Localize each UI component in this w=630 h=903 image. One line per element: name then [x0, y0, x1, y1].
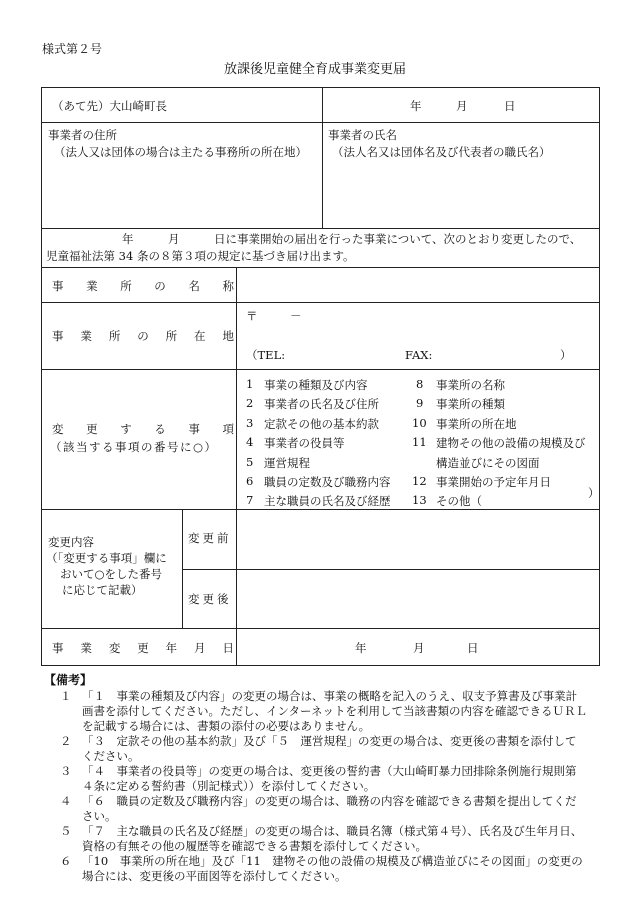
- change-after-label: 変更後: [188, 592, 232, 606]
- fax-label: FAX:: [405, 348, 433, 362]
- change-item-text: 建物その他の設備の規模及び: [436, 436, 586, 451]
- operator-address-label: 事業者の住所: [48, 128, 117, 142]
- postal-dash: －: [290, 309, 302, 323]
- note-line: 画書を添付してください。ただし、インターネットを利用して当該書類の内容を確認できるＵＲＬ: [82, 704, 587, 718]
- change-item-text: 事業開始の予定年月日: [436, 475, 551, 489]
- date-month-label: 月: [456, 99, 468, 113]
- form-number: 様式第２号: [42, 42, 103, 56]
- note-body: [82, 764, 590, 794]
- notes-heading: 【備考】: [44, 673, 93, 687]
- change-item-number: 2: [246, 396, 254, 411]
- note-body: [82, 689, 590, 734]
- change-notification-form: [41, 87, 600, 666]
- change-item-text: 職員の定数及び職務内容: [264, 475, 391, 489]
- statement-line1: 日に事業開始の届出を行った事業について、次のとおり変更したので、: [214, 232, 582, 246]
- note-number: ５: [60, 824, 72, 838]
- location-close-paren: ）: [560, 348, 572, 362]
- change-item-number: 12: [412, 474, 427, 488]
- note-line: を記載する場合には、書類の添付の必要はありません。: [82, 719, 371, 733]
- note-number: ６: [60, 854, 72, 868]
- change-item-text: 事業所の種類: [436, 397, 505, 412]
- change-item-text: 運営規程: [264, 455, 310, 470]
- change-item-number: 10: [412, 415, 427, 430]
- form-title: 放課後児童健全育成事業変更届: [223, 62, 406, 77]
- change-item-number: 4: [246, 435, 254, 450]
- note-body: [82, 854, 590, 884]
- office-name-label: 事 業 所 の 名 称: [52, 279, 234, 293]
- change-item-number: 6: [246, 474, 254, 488]
- change-item-text: 事業の種類及び内容: [264, 378, 368, 392]
- note-item: [60, 689, 590, 734]
- note-line: 「１ 事業の種類及び内容」の変更の場合は、事業の概略を記入のうえ、収支予算書及び事業計: [82, 689, 578, 703]
- office-location-label: 事 業 所 の 所 在 地: [52, 329, 234, 343]
- change-item-text: 定款その他の基本約款: [264, 416, 379, 431]
- change-item-text: 事業者の氏名及び住所: [264, 397, 379, 412]
- note-line: さい。: [82, 809, 117, 823]
- change-content-sub1: （「変更する事項」欄に: [46, 551, 167, 565]
- postal-mark: 〒: [246, 309, 258, 323]
- note-line: 「４ 事業者の役員等」の変更の場合は、変更後の誓約書（大山崎町暴力団排除条例施行規則第: [82, 764, 577, 778]
- note-line: ４条に定める誓約書（別記様式））を添付してください。: [82, 779, 376, 793]
- change-item-number: 7: [246, 493, 254, 508]
- note-item: [60, 794, 590, 824]
- note-body: [82, 794, 590, 824]
- note-item: [60, 764, 590, 794]
- change-items-label: 変 更 す る 事 項: [52, 422, 234, 436]
- operator-name-label: 事業者の氏名: [328, 128, 397, 142]
- change-content-sub2: おいて○をした番号: [60, 567, 163, 581]
- change-date-label: 事 業 変 更 年 月 日: [52, 641, 234, 655]
- note-body: [82, 824, 590, 854]
- note-line: 「10 事業所の所在地」及び「11 建物その他の設備の規模及び構造並びにその図面」の変更の: [82, 854, 583, 868]
- note-line: 「７ 主な職員の氏名及び経歴」の変更の場合は、職員名簿（様式第４号）、氏名及び生年月日、: [82, 824, 583, 838]
- note-item: [60, 824, 590, 854]
- change-content-label: 変更内容: [48, 535, 94, 549]
- statement-year-label: 年: [122, 232, 134, 246]
- change-items-sub: （該当する事項の番号に○）: [50, 440, 218, 454]
- statement-month-label: 月: [168, 232, 180, 246]
- note-body: [82, 734, 590, 764]
- operator-address-note: （法人又は団体の場合は主たる事務所の所在地）: [54, 145, 307, 159]
- other-close-paren: ）: [588, 486, 600, 500]
- date-year-label: 年: [410, 99, 422, 113]
- note-line: 「６ 職員の定数及び職務内容」の変更の場合は、職務の内容を確認できる書類を提出してくだ: [82, 794, 577, 808]
- change-item-number: 13: [412, 493, 427, 508]
- change-item-number: 1: [246, 377, 254, 391]
- change-item-number: 8: [416, 377, 424, 391]
- note-number: ４: [60, 794, 72, 808]
- change-date-day: 日: [467, 641, 479, 655]
- statement-line2: 児童福祉法第 34 条の８第３項の規定に基づき届け出ます。: [46, 249, 355, 263]
- change-item-text: 主な職員の氏名及び経歴: [264, 494, 391, 509]
- addressee: （あて先）大山崎町長: [52, 99, 167, 113]
- change-item-text: 構造並びにその図面: [436, 455, 540, 470]
- note-number: １: [60, 689, 72, 703]
- note-number: ２: [60, 734, 72, 748]
- tel-label: （TEL:: [246, 348, 286, 362]
- note-number: ３: [60, 764, 72, 778]
- change-item-number: 11: [412, 435, 427, 450]
- note-line: 「３ 定款その他の基本約款」及び「５ 運営規程」の変更の場合は、変更後の書類を添付して: [82, 734, 577, 748]
- change-item-number: 9: [416, 396, 424, 411]
- note-line: 資格の有無その他の履歴等を確認できる書類を添付してください。: [82, 839, 427, 853]
- change-date-month: 月: [413, 641, 425, 655]
- date-day-label: 日: [504, 99, 516, 113]
- change-item-number: 5: [246, 454, 254, 469]
- change-item-text: その他（: [436, 494, 482, 509]
- change-before-label: 変更前: [188, 531, 232, 545]
- note-line: ください。: [82, 749, 140, 763]
- change-content-sub3: に応じて記載）: [62, 583, 143, 597]
- note-line: 場合には、変更後の平面図等を添付してください。: [82, 869, 347, 883]
- note-item: [60, 734, 590, 764]
- change-item-text: 事業所の所在地: [436, 416, 517, 431]
- change-date-year: 年: [355, 641, 367, 655]
- change-item-number: 3: [246, 415, 254, 430]
- operator-name-note: （法人名又は団体名及び代表者の職氏名）: [332, 145, 551, 159]
- change-item-text: 事業者の役員等: [264, 436, 345, 451]
- change-item-text: 事業所の名称: [436, 378, 505, 392]
- note-item: [60, 854, 590, 884]
